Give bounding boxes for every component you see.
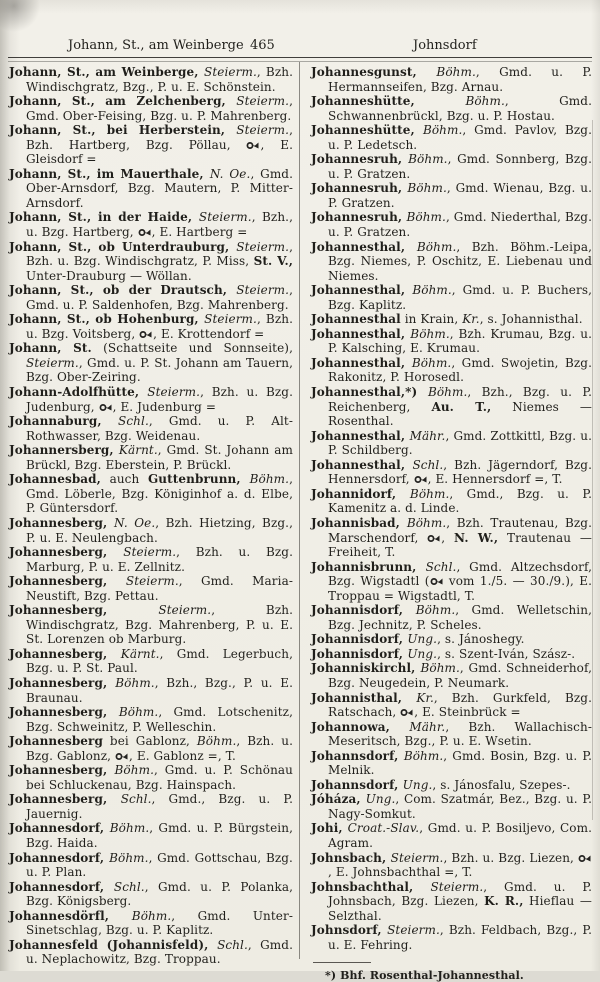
entry-text: auch xyxy=(100,472,148,487)
crownland-abbrev: Böhm. xyxy=(109,821,150,836)
gazetteer-entry xyxy=(311,749,592,778)
crownland-abbrev: Ung. xyxy=(402,777,433,792)
entry-bold-text: Johannesdorf, xyxy=(9,850,110,865)
entry-bold-text: Johannesberg, xyxy=(9,675,116,690)
entry-text: , Bzh. Wallachisch-Meseritsch, Bzg., P. u. E. Wsetin. xyxy=(328,719,592,749)
entry-bold-text: Johann, St., im Mauerthale, xyxy=(9,166,210,181)
posthorn-icon xyxy=(139,327,153,342)
gazetteer-entry xyxy=(9,909,293,938)
entry-text: , Gmd. Ober-Feising, Bzg. u. P. Mahrenberg. xyxy=(26,94,293,123)
entry-text: , s. Johannisthal. xyxy=(479,312,583,327)
entry-text: , Gmd. Löberle, Bzg. Königinhof a. d. Elbe, P. Güntersdorf. xyxy=(26,472,293,516)
entry-text: , Bzh. u. Bzg. Gablonz, xyxy=(26,734,293,763)
gazetteer-entry xyxy=(9,94,293,123)
gazetteer-entry xyxy=(9,734,293,763)
entry-bold-text: Johnsdorf, xyxy=(311,923,388,938)
posthorn-icon xyxy=(400,705,414,720)
gazetteer-entry xyxy=(9,240,293,284)
entry-text: , Bzh. Krumau, Bzg. u. P. Kalsching, E. Krumau. xyxy=(328,326,592,356)
gazetteer-entry xyxy=(311,385,592,429)
right-column xyxy=(311,65,592,982)
entry-text: in Krain, xyxy=(400,312,463,327)
entry-text: Trautenau — Freiheit, T. xyxy=(328,530,592,560)
entry-bold-text: Johann, St., am Weinberge, xyxy=(9,65,205,79)
entry-bold-text: Johannesruh, xyxy=(311,210,407,225)
entry-text: , Bzh. Feldbach, Bzg., P. u. E. Fehring. xyxy=(328,923,592,952)
entry-bold-text: Johannowa, xyxy=(311,719,410,734)
entry-bold-text: Johannesthal, xyxy=(311,283,413,298)
entry-bold-text: Johannsdorf, xyxy=(311,777,403,792)
footnote-rule xyxy=(313,962,371,963)
crownland-abbrev: Schl. xyxy=(118,414,149,429)
crownland-abbrev: Schl. xyxy=(113,879,145,894)
gazetteer-entry xyxy=(9,603,293,647)
crownland-abbrev: Steierm. xyxy=(26,355,79,370)
entry-text: , E. Johnsbachthal =, T. xyxy=(328,865,473,880)
entry-bold-text: Johannesberg, xyxy=(9,515,115,530)
crownland-abbrev: Böhm. xyxy=(407,181,447,196)
entry-bold-text: Johannersberg, xyxy=(9,443,119,458)
entry-text: , Gmd. Pavlov, Bzg. u. P. Ledetsch. xyxy=(328,123,592,152)
entry-bold-text: Johannesberg, xyxy=(9,705,119,720)
gazetteer-entry xyxy=(9,938,293,967)
entry-text: , Bzh. u. Bzg. Voitsberg, xyxy=(26,312,293,341)
crownland-abbrev: Steierm. xyxy=(204,65,257,79)
column-divider-rule xyxy=(299,62,300,959)
entry-text: , Gmd., Bzg. u. P. Kamenitz a. d. Linde. xyxy=(328,486,592,516)
entry-bold-text: Johannsdorf, xyxy=(311,748,404,763)
gazetteer-entry xyxy=(311,647,592,662)
entry-text: , Bzh. Hietzing, Bzg., P. u. E. Neulengbach. xyxy=(26,515,293,545)
entry-text: , Bzh. u. Bzg. Liezen, xyxy=(443,850,578,865)
entry-text: , Gmd. u. P. Buchers, Bzg. Kaplitz. xyxy=(328,283,592,312)
entry-text: , Bzh. Windischgratz, Bzg. Mahrenberg, P. u. E. St. Lorenzen ob Marburg. xyxy=(26,603,293,647)
gazetteer-entry xyxy=(311,181,592,210)
entry-bold-text: Johnsbach, xyxy=(311,850,391,865)
gazetteer-entry xyxy=(9,65,293,94)
entry-bold-text: Johanneshütte, xyxy=(311,94,466,109)
entry-text: , Gmd., Bzg. u. P. Jauernig. xyxy=(26,792,293,821)
entry-bold-text: Johann, St., bei Herberstein, xyxy=(9,123,237,138)
entry-text: , Bzh. Böhm.-Leipa, Bzg. Niemes, P. Oschitz, E. Liebenau und Niemes. xyxy=(328,239,592,283)
entry-text: , Gmd. u. P. Hermannseifen, Bzg. Arnau. xyxy=(328,65,593,94)
entry-text: , Gmd. Schwannenbrückl, Bzg. u. P. Hostau. xyxy=(328,94,592,123)
posthorn-icon xyxy=(99,400,113,415)
entry-bold-text: Johannesruh, xyxy=(311,152,409,167)
crownland-abbrev: Ung. xyxy=(365,792,396,807)
gazetteer-entry xyxy=(311,458,592,487)
posthorn-icon xyxy=(115,749,129,764)
entry-bold-text: St. V., xyxy=(253,254,293,269)
entry-bold-text: Johannesthal, xyxy=(311,239,417,254)
entry-text: , Bzh. Windischgratz, Bzg., P. u. E. Schönstein. xyxy=(26,65,293,94)
gazetteer-entry xyxy=(311,923,592,952)
posthorn-icon xyxy=(430,574,444,589)
gazetteer-entry xyxy=(9,516,293,545)
gazetteer-entry xyxy=(311,516,592,560)
gazetteer-entry xyxy=(9,123,293,167)
header-right-keyword: Johnsdorf xyxy=(413,38,477,53)
crownland-abbrev: Kärnt. xyxy=(120,646,160,661)
crownland-abbrev: Böhm. xyxy=(196,734,237,749)
entry-bold-text: Johi, xyxy=(311,821,348,836)
crownland-abbrev: Steierm. xyxy=(236,239,290,254)
entry-bold-text: Johannesberg, xyxy=(9,603,159,618)
crownland-abbrev: Schl. xyxy=(425,559,457,574)
entry-bold-text: Johanneshütte, xyxy=(311,123,423,138)
crownland-abbrev: Böhm. xyxy=(420,661,460,676)
gazetteer-entry xyxy=(311,356,592,385)
entry-text: , Com. Szatmár, Bez., Bzg. u. P. Nagy-Somkut. xyxy=(328,792,592,821)
entry-bold-text: Johann, St., am Zelchenberg, xyxy=(9,94,237,109)
entry-text: , Bzh. u. Bzg. Marburg, P. u. E. Zellnitz. xyxy=(26,545,293,574)
gazetteer-entry xyxy=(311,240,592,284)
gazetteer-entry xyxy=(311,210,592,239)
gazetteer-entry xyxy=(311,603,592,632)
crownland-abbrev: Steierm. xyxy=(125,574,179,589)
crownland-abbrev: Böhm. xyxy=(403,748,444,763)
crownland-abbrev: Schl. xyxy=(412,457,444,472)
crownland-abbrev: Kr. xyxy=(416,690,434,705)
gazetteer-entry xyxy=(9,545,293,574)
gazetteer-entry xyxy=(9,210,293,239)
entry-bold-text: Johannesthal, xyxy=(311,355,412,370)
page-edge-rule xyxy=(592,120,593,820)
entry-text: , E. Steinbrück = xyxy=(414,705,521,720)
entry-bold-text: Johannesruh, xyxy=(311,181,408,196)
gazetteer-entry xyxy=(311,720,592,749)
entry-text: , Gmd. Ober-Arnsdorf, Bzg. Mautern, P. Mitter-Arnsdorf. xyxy=(26,166,294,210)
entry-text: , xyxy=(441,530,455,545)
entry-text: Niemes — Rosenthal. xyxy=(328,399,592,429)
entry-bold-text: Johannidorf, xyxy=(311,486,410,501)
crownland-abbrev: Böhm. xyxy=(411,355,452,370)
entry-text: , Bzh. u. Bzg. Windischgratz, P. Miss, xyxy=(26,239,293,269)
entry-text: , Gmd. u. Neplachowitz, Bzg. Troppau. xyxy=(26,937,293,967)
entry-text: , Bzh. Trautenau, Bzg. Marschendorf, xyxy=(328,515,592,545)
entry-text: Hieflau — Selzthal. xyxy=(328,894,592,923)
gazetteer-entry xyxy=(9,574,293,603)
crownland-abbrev: Böhm. xyxy=(422,123,463,138)
entry-bold-text: Johannesberg, xyxy=(9,763,115,778)
entry-bold-text: Johannesthal, xyxy=(311,457,413,472)
entry-text: , Bzh., Bzg. u. P. Reichenberg, xyxy=(328,385,592,414)
gazetteer-entry xyxy=(9,341,293,385)
posthorn-icon xyxy=(414,472,428,487)
crownland-abbrev: Böhm. xyxy=(131,908,172,923)
entry-bold-text: Johannesthal, xyxy=(311,326,411,341)
entry-text: , Gmd. Schneiderhof, Bzg. Neugedein, P. Neumark. xyxy=(328,661,592,690)
entry-bold-text: Guttenbrunn, xyxy=(147,472,250,487)
entry-bold-text: Johannesthal,*) xyxy=(311,385,428,400)
crownland-abbrev: Böhm. xyxy=(114,763,154,778)
entry-text: bei Gablonz, xyxy=(102,734,197,749)
entry-text: , Bzh. Jägerndorf, Bzg. Hennersdorf, xyxy=(328,457,592,487)
entry-text: , Gmd. u. P. Bürgstein, Bzg. Haida. xyxy=(26,821,293,850)
running-header xyxy=(0,38,600,56)
entry-text: , Bzh., Bzg., P. u. E. Braunau. xyxy=(26,675,293,705)
gazetteer-entry xyxy=(9,472,293,516)
crownland-abbrev: Böhm. xyxy=(465,94,505,109)
gazetteer-entry xyxy=(311,851,592,880)
entry-text: , Bzh. u. Bzg. Judenburg, xyxy=(26,385,293,414)
entry-text: , Gmd. Swojetin, Bzg. Rakonitz, P. Horosedl. xyxy=(328,355,592,385)
entry-bold-text: Johannesberg, xyxy=(9,545,124,560)
entry-text: , E. Judenburg = xyxy=(112,399,216,414)
posthorn-icon xyxy=(138,225,152,240)
gazetteer-entry xyxy=(9,414,293,443)
crownland-abbrev: Böhm. xyxy=(406,210,446,225)
entry-text: , Gmd. u. P. Johnsbach, Bzg. Liezen, xyxy=(328,879,592,909)
crownland-abbrev: Steierm. xyxy=(390,850,444,865)
entry-text: , E. Hennersdorf =, T. xyxy=(427,472,563,487)
crownland-abbrev: Ung. xyxy=(407,632,438,647)
crownland-abbrev: Böhm. xyxy=(416,239,457,254)
gazetteer-entry xyxy=(311,821,592,850)
crownland-abbrev: Steierm. xyxy=(430,879,484,894)
header-left-keyword: Johann, St., am Weinberge xyxy=(68,38,244,53)
gazetteer-entry xyxy=(311,283,592,312)
entry-bold-text: Johannesdorf, xyxy=(9,879,114,894)
crownland-abbrev: N. Oe. xyxy=(114,515,156,530)
gazetteer-entry xyxy=(311,429,592,458)
crownland-abbrev: Schl. xyxy=(217,937,248,952)
entry-bold-text: Johannesthal xyxy=(311,312,401,327)
gazetteer-entry xyxy=(9,647,293,676)
entry-text: , E. Gleisdorf = xyxy=(26,137,293,167)
gazetteer-entry xyxy=(311,327,592,356)
entry-bold-text: Johann, St., ob Hohenburg, xyxy=(9,312,205,327)
entry-bold-text: Johannesberg, xyxy=(9,574,126,589)
gazetteer-entry xyxy=(9,312,293,341)
crownland-abbrev: Steierm. xyxy=(147,385,201,400)
gazetteer-entry xyxy=(9,880,293,909)
entry-text: , Gmd. Bosin, Bzg. u. P. Melnik. xyxy=(328,748,592,778)
entry-bold-text: Johnsbachthal, xyxy=(311,879,431,894)
gazetteer-entry xyxy=(311,778,592,793)
gazetteer-entry xyxy=(311,123,592,152)
crownland-abbrev: Böhm. xyxy=(115,675,155,690)
entry-bold-text: Johannisbrunn, xyxy=(311,559,426,574)
entry-text: Unter-Drauburg — Wöllan. xyxy=(26,268,192,283)
crownland-abbrev: Schl. xyxy=(120,792,152,807)
entry-bold-text: Johannesbad, xyxy=(9,472,101,487)
gazetteer-entry xyxy=(9,385,293,414)
entry-text: , E. Gablonz =, T. xyxy=(129,748,236,763)
entry-bold-text: Johannesberg xyxy=(9,734,103,749)
entry-bold-text: Johannisthal, xyxy=(311,690,417,705)
crownland-abbrev: Steierm. xyxy=(158,603,212,618)
entry-text: , Gmd. Gottschau, Bzg. u. P. Plan. xyxy=(26,850,293,880)
gazetteer-entry xyxy=(9,763,293,792)
gazetteer-entry xyxy=(9,792,293,821)
crownland-abbrev: Böhm. xyxy=(412,283,452,298)
entry-text: vom 1./5. — 30./9.), E. Troppau = Wigstadtl, T. xyxy=(328,574,592,603)
crownland-abbrev: Böhm. xyxy=(427,385,468,400)
crownland-abbrev: Croat.-Slav. xyxy=(347,821,420,836)
entry-bold-text: Johannisdorf, xyxy=(311,632,408,647)
entry-bold-text: Johannisdorf, xyxy=(311,603,416,618)
entry-text: , Gmd. u. P. Bosiljevo, Com. Agram. xyxy=(328,821,593,850)
entry-bold-text: Johannesfeld (Johannisfeld), xyxy=(9,937,218,952)
gazetteer-entry xyxy=(311,792,592,821)
crownland-abbrev: Mähr. xyxy=(409,428,446,443)
gazetteer-entry xyxy=(311,312,592,327)
entry-text: , Gmd. u. P. Schönau bei Schluckenau, Bzg. Hainspach. xyxy=(26,763,293,792)
page-number: 465 xyxy=(250,38,275,53)
entry-text: , s. Jánosfalu, Szepes-. xyxy=(432,777,571,792)
crownland-abbrev: Steierm. xyxy=(236,94,290,109)
entry-bold-text: Johann-Adolfhütte, xyxy=(9,385,148,400)
crownland-abbrev: Steierm. xyxy=(387,923,440,938)
gazetteer-entry xyxy=(9,283,293,312)
entry-bold-text: K. R., xyxy=(484,894,524,909)
entry-bold-text: Johannisdorf, xyxy=(311,646,408,661)
gazetteer-entry xyxy=(9,821,293,850)
footnote-text: *) Bhf. Rosenthal-Johannesthal. xyxy=(325,969,524,982)
posthorn-icon xyxy=(246,138,260,153)
entry-bold-text: Johannaburg, xyxy=(9,414,119,429)
gazetteer-entry xyxy=(311,65,592,94)
entry-text: , Gmd. Altzechsdorf, Bzg. Wigstadtl ( xyxy=(328,559,593,589)
entry-text: (Schattseite und Sonnseite), xyxy=(91,341,293,356)
gazetteer-entry xyxy=(9,167,293,211)
crownland-abbrev: Böhm. xyxy=(409,486,450,501)
crownland-abbrev: Steierm. xyxy=(123,545,177,560)
crownland-abbrev: Steierm. xyxy=(198,210,252,225)
entry-bold-text: Johannesthal, xyxy=(311,428,410,443)
gazetteer-entry xyxy=(311,880,592,924)
entry-text: , Bzh. Gurkfeld, Bzg. Ratschach, xyxy=(328,690,592,720)
entry-text: , Gmd. Welletschin, Bzg. Jechnitz, P. Scheles. xyxy=(328,603,592,632)
posthorn-icon xyxy=(427,531,441,546)
gazetteer-entry xyxy=(9,443,293,472)
entry-bold-text: Johann, St., in der Haide, xyxy=(9,210,199,225)
entry-text: , Gmd. Lotschenitz, Bzg. Schweinitz, P. Welleschin. xyxy=(26,705,294,734)
entry-text: , Bzh. Hartberg, Bzg. Pöllau, xyxy=(26,123,293,152)
header-rule xyxy=(8,57,592,62)
entry-bold-text: Johannesdorf, xyxy=(9,821,110,836)
entry-text: , Gmd. u. P. Polanka, Bzg. Königsberg. xyxy=(26,879,293,909)
crownland-abbrev: Böhm. xyxy=(415,603,456,618)
entry-bold-text: Johannesdörfl, xyxy=(9,908,132,923)
entry-text: , Gmd. u. P. Alt-Rothwasser, Bzg. Weidenau. xyxy=(26,414,293,443)
entry-bold-text: Johannesberg, xyxy=(9,792,121,807)
entry-text: , s. Jánoshegy. xyxy=(437,632,525,647)
entry-text: , s. Szent-Iván, Szász-. xyxy=(437,646,576,661)
entry-bold-text: Johann, St. xyxy=(9,341,92,356)
gazetteer-entry xyxy=(311,94,592,123)
entry-text: , Gmd. Maria-Neustift, Bzg. Pettau. xyxy=(26,574,293,603)
entry-bold-text: Johannesgunst, xyxy=(311,65,437,79)
entry-text: , E. Hartberg = xyxy=(151,225,248,240)
gazetteer-entry xyxy=(311,487,592,516)
entry-text: , Bzh., u. Bzg. Hartberg, xyxy=(26,210,294,240)
crownland-abbrev: Böhm. xyxy=(109,850,149,865)
entry-text: , Gmd. Wienau, Bzg. u. P. Gratzen. xyxy=(328,181,592,210)
crownland-abbrev: Kr. xyxy=(462,312,480,327)
entry-bold-text: Johannesberg, xyxy=(9,646,121,661)
entry-bold-text: Johann, St., ob Unterdrauburg, xyxy=(9,239,237,254)
gazetteer-entry xyxy=(311,691,592,720)
crownland-abbrev: Steierm. xyxy=(236,283,290,298)
crownland-abbrev: Böhm. xyxy=(410,326,450,341)
entry-bold-text: Au. T., xyxy=(431,399,492,414)
gazetteer-entry xyxy=(311,560,592,604)
gazetteer-entry xyxy=(311,632,592,647)
entry-text: , Gmd. u. P. Saldenhofen, Bzg. Mahrenberg. xyxy=(26,283,293,312)
crownland-abbrev: Ung. xyxy=(407,646,438,661)
entry-text: , Gmd. St. Johann am Brückl, Bzg. Eberstein, P. Brückl. xyxy=(26,443,293,472)
crownland-abbrev: Kärnt. xyxy=(118,443,158,458)
entry-text: , Gmd. Sonnberg, Bzg. u. P. Gratzen. xyxy=(328,152,592,181)
entry-text: , Gmd. Zottkittl, Bzg. u. P. Schildberg. xyxy=(328,428,592,458)
crownland-abbrev: Steierm. xyxy=(236,123,290,138)
crownland-abbrev: Böhm. xyxy=(249,472,290,487)
posthorn-icon xyxy=(578,851,592,866)
gazetteer-entry xyxy=(9,851,293,880)
entry-bold-text: Johanniskirchl, xyxy=(311,661,421,676)
entry-text: , Gmd. Unter-Sinetschlag, Bzg. u. P. Kaplitz. xyxy=(26,908,293,938)
gazetteer-entry xyxy=(311,661,592,690)
entry-text: , Gmd. Legerbuch, Bzg. u. P. St. Paul. xyxy=(26,646,293,676)
crownland-abbrev: Böhm. xyxy=(118,705,159,720)
entry-text: , E. Krottendorf = xyxy=(153,326,265,341)
crownland-abbrev: Böhm. xyxy=(406,515,447,530)
crownland-abbrev: Mähr. xyxy=(409,719,446,734)
entry-bold-text: N. W., xyxy=(454,530,499,545)
gazetteer-entry xyxy=(9,705,293,734)
entry-bold-text: Jóháza, xyxy=(311,792,366,807)
gazetteer-entry xyxy=(311,152,592,181)
entry-text: , Gmd. u. P. St. Johann am Tauern, Bzg. Ober-Zeiring. xyxy=(26,355,293,385)
crownland-abbrev: Steierm. xyxy=(204,312,257,327)
crownland-abbrev: Böhm. xyxy=(436,65,476,79)
gazetteer-entry xyxy=(9,676,293,705)
footnote-block xyxy=(311,962,592,982)
crownland-abbrev: N. Oe. xyxy=(209,166,251,181)
crownland-abbrev: Böhm. xyxy=(408,152,448,167)
entry-bold-text: Johann, St., ob der Drautsch, xyxy=(9,283,237,298)
entry-text: , Gmd. Niederthal, Bzg. u. P. Gratzen. xyxy=(328,210,592,240)
left-column xyxy=(9,65,293,967)
entry-bold-text: Johannisbad, xyxy=(311,515,407,530)
